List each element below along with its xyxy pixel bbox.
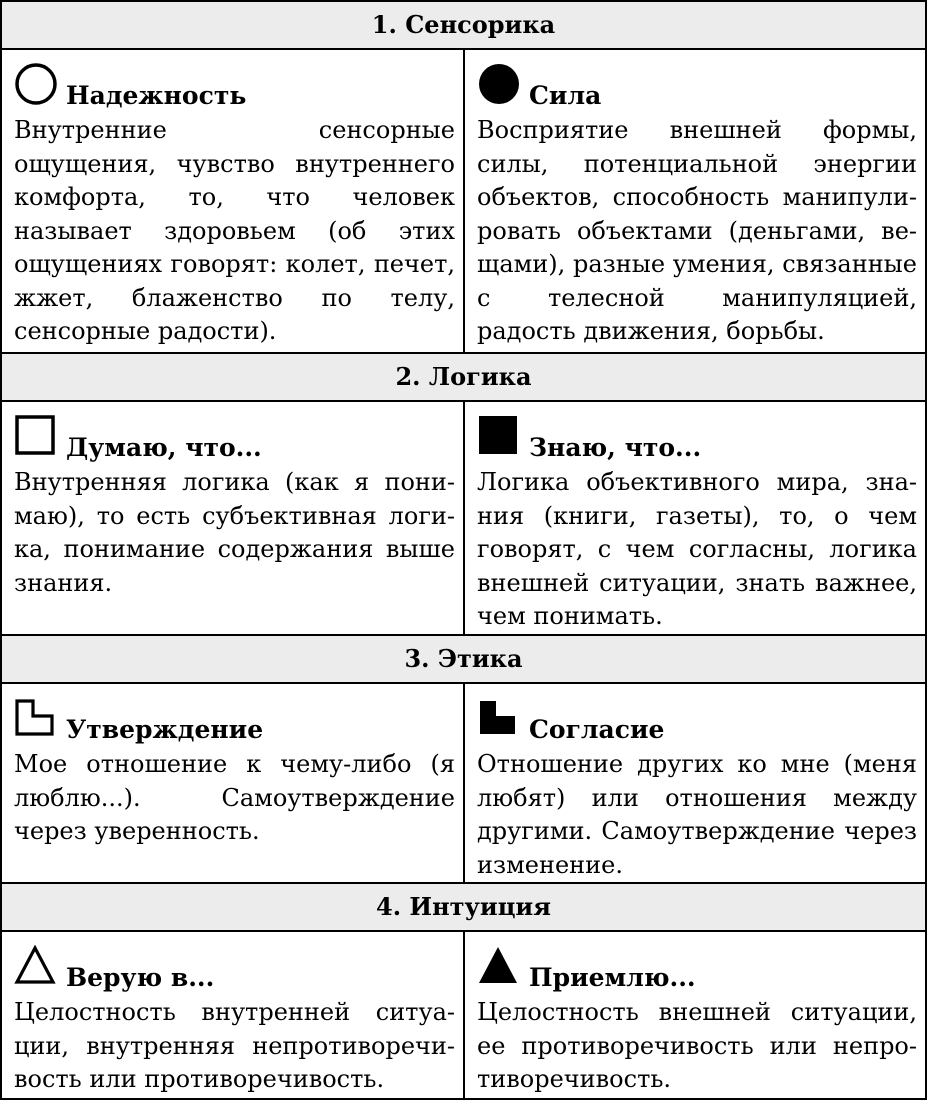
cell-description: Мое отношение к чему-либо (я люблю...). Самоутверждение через уверенность.: [14, 750, 455, 845]
cell-title: Верую в...: [66, 963, 215, 992]
triangle-outline-icon: [14, 944, 60, 990]
cell-title: Приемлю...: [529, 963, 696, 992]
cell-veruyu-v: [0, 930, 465, 1100]
cell-priemlyu: [463, 930, 927, 1100]
cell-description: Целостность внутренней ситуации, внутренняя непротиворечивость или противоречивость.: [14, 998, 455, 1093]
cell-description: Внутренняя логика (как я понимаю), то есть субъективная логика, понимание содержания выше знания.: [14, 468, 455, 597]
square-outline-icon: [14, 414, 60, 460]
cell-description: Восприятие внешней формы, силы, потенциальной энергии объектов, способность манипулировать объектами (деньгами, вещами), разные умения, связанные с телесной манипуляцией, радость движения, борьбы.: [477, 116, 917, 345]
cell-utverzhdenie: [0, 682, 465, 884]
l-shape-filled-icon: [477, 696, 523, 742]
cell-sila: [463, 48, 927, 354]
triangle-filled-icon: [477, 944, 523, 990]
cell-title: Надежность: [66, 81, 247, 110]
cell-description: Внутренние сенсорные ощущения, чувство внутреннего комфорта, то, что человек называет здоровьем (об этих ощущениях говорят: колет, печет, жжет, блаженство по телу, сенсорные радости).: [14, 116, 455, 345]
cell-description: Логика объективного мира, знания (книги, газеты), то, о чем говорят, с чем согласны, логика внешней ситуации, знать важнее, чем понимать.: [477, 468, 917, 630]
cell-title: Утверждение: [66, 715, 264, 744]
section-header-sensorika: 1. Сенсорика: [0, 0, 927, 50]
cell-title: Сила: [529, 81, 602, 110]
cell-description: Отношение других ко мне (меня любят) или отношения между другими. Самоутверждение через изменение.: [477, 750, 917, 879]
section-header-etika: 3. Этика: [0, 634, 927, 684]
section-header-logika: 2. Логика: [0, 352, 927, 402]
circle-outline-icon: [14, 62, 60, 108]
circle-filled-icon: [477, 62, 523, 108]
cell-dumayu-chto: [0, 400, 465, 636]
cell-title: Согласие: [529, 715, 665, 744]
cell-title: Знаю, что...: [529, 433, 702, 462]
section-header-intuitsiya: 4. Интуиция: [0, 882, 927, 932]
square-filled-icon: [477, 414, 523, 460]
cell-title: Думаю, что...: [66, 433, 262, 462]
l-shape-outline-icon: [14, 696, 60, 742]
cell-soglasie: [463, 682, 927, 884]
cell-nadezhnost: [0, 48, 465, 354]
cell-znayu-chto: [463, 400, 927, 636]
cell-description: Целостность внешней ситуации, ее противоречивость или непротиворечивость.: [477, 998, 917, 1093]
